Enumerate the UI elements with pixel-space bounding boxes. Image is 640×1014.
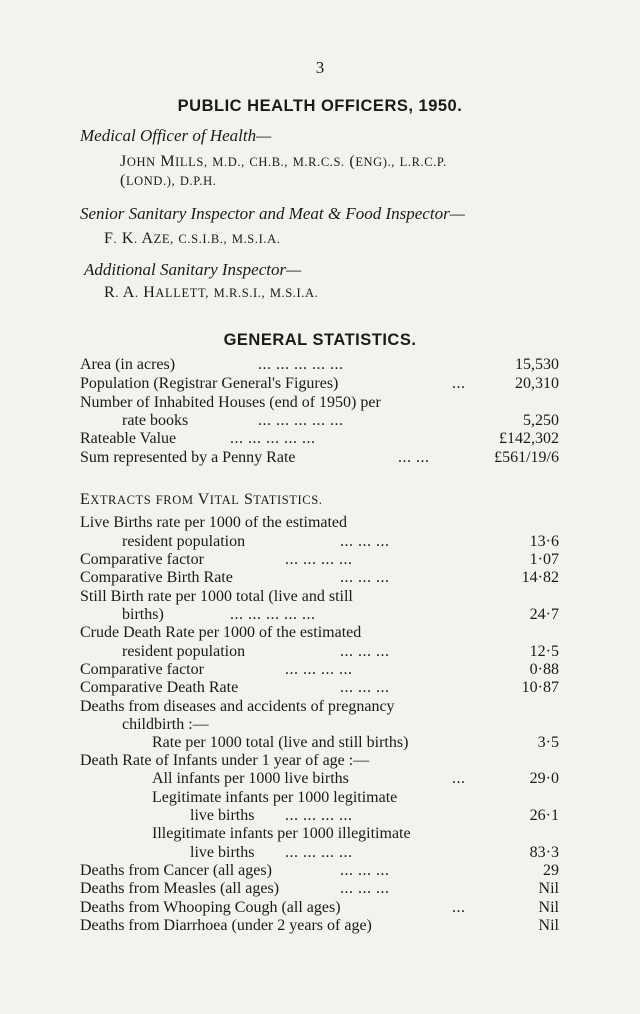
stat-label: live births (190, 807, 255, 824)
stat-value: 12·5 (529, 643, 559, 660)
moh-name-line2: (LOND.), D.P.H. (120, 172, 217, 189)
stat-row (0, 733, 640, 752)
stat-label: Number of Inhabited Houses (end of 1950) per (80, 394, 381, 411)
stat-label: All infants per 1000 live births (152, 770, 349, 787)
stat-row (0, 642, 640, 661)
stat-row (0, 429, 640, 448)
stat-label: Rateable Value (80, 430, 177, 447)
stat-label: Still Birth rate per 1000 total (live and still (80, 588, 353, 605)
stat-value: 26·1 (529, 807, 559, 824)
stat-row (0, 568, 640, 587)
stat-label: Deaths from Whooping Cough (all ages) (80, 899, 341, 916)
stat-value: £142,302 (499, 430, 559, 447)
stat-label: Population (Registrar General's Figures) (80, 375, 339, 392)
stat-label: resident population (122, 533, 246, 550)
stat-value: 14·82 (521, 569, 559, 586)
stat-row (0, 678, 640, 697)
stat-label: Rate per 1000 total (live and still births) (152, 734, 409, 751)
stat-row (0, 532, 640, 551)
leader-dots: ... (452, 899, 466, 916)
stat-row (0, 448, 640, 467)
stat-label: Deaths from Cancer (all ages) (80, 862, 272, 879)
stat-value: 0·88 (529, 661, 559, 678)
stat-label: Area (in acres) (80, 356, 176, 373)
stat-row (0, 843, 640, 862)
leader-dots: ... ... ... ... (285, 844, 353, 861)
stat-row (0, 861, 640, 880)
stat-row (0, 355, 640, 374)
stat-label: Deaths from Measles (all ages) (80, 880, 280, 897)
stat-label: Illegitimate infants per 1000 illegitimate (152, 825, 411, 842)
leader-dots: ... ... ... (340, 643, 390, 660)
ssi-role: Senior Sanitary Inspector and Meat & Food Inspector— (80, 204, 465, 223)
stat-label: live births (190, 844, 255, 861)
stat-label: rate books (122, 412, 189, 429)
stat-label: Sum represented by a Penny Rate (80, 449, 296, 466)
stat-value: Nil (538, 917, 559, 934)
stat-label: childbirth :— (122, 716, 209, 733)
leader-dots: ... ... ... (340, 862, 390, 879)
stat-row (0, 393, 640, 412)
stat-value: Nil (538, 899, 559, 916)
stat-row (0, 916, 640, 935)
leader-dots: ... ... (398, 449, 430, 466)
stat-label: Comparative Birth Rate (80, 569, 233, 586)
leader-dots: ... (452, 375, 466, 392)
leader-dots: ... ... ... ... ... (230, 430, 316, 447)
stat-label: Legitimate infants per 1000 legitimate (152, 789, 398, 806)
leader-dots: ... ... ... (340, 533, 390, 550)
stat-row (0, 660, 640, 679)
leader-dots: ... ... ... ... (285, 807, 353, 824)
leader-dots: ... ... ... ... ... (258, 412, 344, 429)
asi-name: R. A. HALLETT, M.R.S.I., M.S.I.A. (104, 284, 319, 301)
leader-dots: ... ... ... ... (285, 661, 353, 678)
stat-label: Deaths from diseases and accidents of pregnancy (80, 698, 395, 715)
leader-dots: ... (452, 770, 466, 787)
stat-row (0, 587, 640, 606)
stat-value: Nil (538, 880, 559, 897)
general-statistics-heading: GENERAL STATISTICS. (223, 331, 417, 349)
leader-dots: ... ... ... (340, 880, 390, 897)
moh-name-line1: JOHN MILLS, M.D., CH.B., M.R.C.S. (ENG)., L.R.C.P. (120, 153, 447, 170)
stat-label: Comparative factor (80, 551, 204, 568)
stat-row (0, 898, 640, 917)
stat-row (0, 605, 640, 624)
stat-row (0, 697, 640, 716)
asi-role: Additional Sanitary Inspector— (84, 260, 302, 279)
stat-label: Comparative Death Rate (80, 679, 239, 696)
leader-dots: ... ... ... ... (285, 551, 353, 568)
stat-value: 24·7 (529, 606, 559, 623)
stat-row (0, 411, 640, 430)
stat-value: 15,530 (515, 356, 559, 373)
stat-row (0, 806, 640, 825)
stat-row (0, 715, 640, 734)
stat-value: 3·5 (537, 734, 559, 751)
stat-label: Crude Death Rate per 1000 of the estimated (80, 624, 362, 641)
stat-value: 13·6 (529, 533, 559, 550)
leader-dots: ... ... ... (340, 569, 390, 586)
stat-label: Death Rate of Infants under 1 year of age :— (80, 752, 370, 769)
leader-dots: ... ... ... (340, 679, 390, 696)
stat-label: births) (122, 606, 164, 623)
leader-dots: ... ... ... ... ... (230, 606, 316, 623)
vital-statistics-heading: EXTRACTS FROM VITAL STATISTICS. (80, 491, 323, 508)
stat-label: Deaths from Diarrhoea (under 2 years of age) (80, 917, 372, 934)
stat-value: 20,310 (515, 375, 559, 392)
stat-row (0, 769, 640, 788)
stat-value: 5,250 (523, 412, 559, 429)
stat-label: Live Births rate per 1000 of the estimated (80, 514, 348, 531)
stat-row (0, 513, 640, 532)
stat-row (0, 824, 640, 843)
stat-value: 1·07 (529, 551, 559, 568)
stat-value: 83·3 (529, 844, 559, 861)
page-number: 3 (315, 58, 325, 77)
leader-dots: ... ... ... ... ... (258, 356, 344, 373)
stat-row (0, 550, 640, 569)
stat-row (0, 623, 640, 642)
stat-value: £561/19/6 (494, 449, 559, 466)
stat-row (0, 879, 640, 898)
moh-role: Medical Officer of Health— (80, 126, 272, 145)
stat-label: resident population (122, 643, 246, 660)
stat-row (0, 788, 640, 807)
officers-heading: PUBLIC HEALTH OFFICERS, 1950. (177, 97, 463, 115)
stat-value: 29 (543, 862, 559, 879)
stat-label: Comparative factor (80, 661, 204, 678)
stat-row (0, 751, 640, 770)
stat-row (0, 374, 640, 393)
stat-value: 29·0 (529, 770, 559, 787)
stat-value: 10·87 (521, 679, 559, 696)
ssi-name: F. K. AZE, C.S.I.B., M.S.I.A. (104, 230, 281, 247)
